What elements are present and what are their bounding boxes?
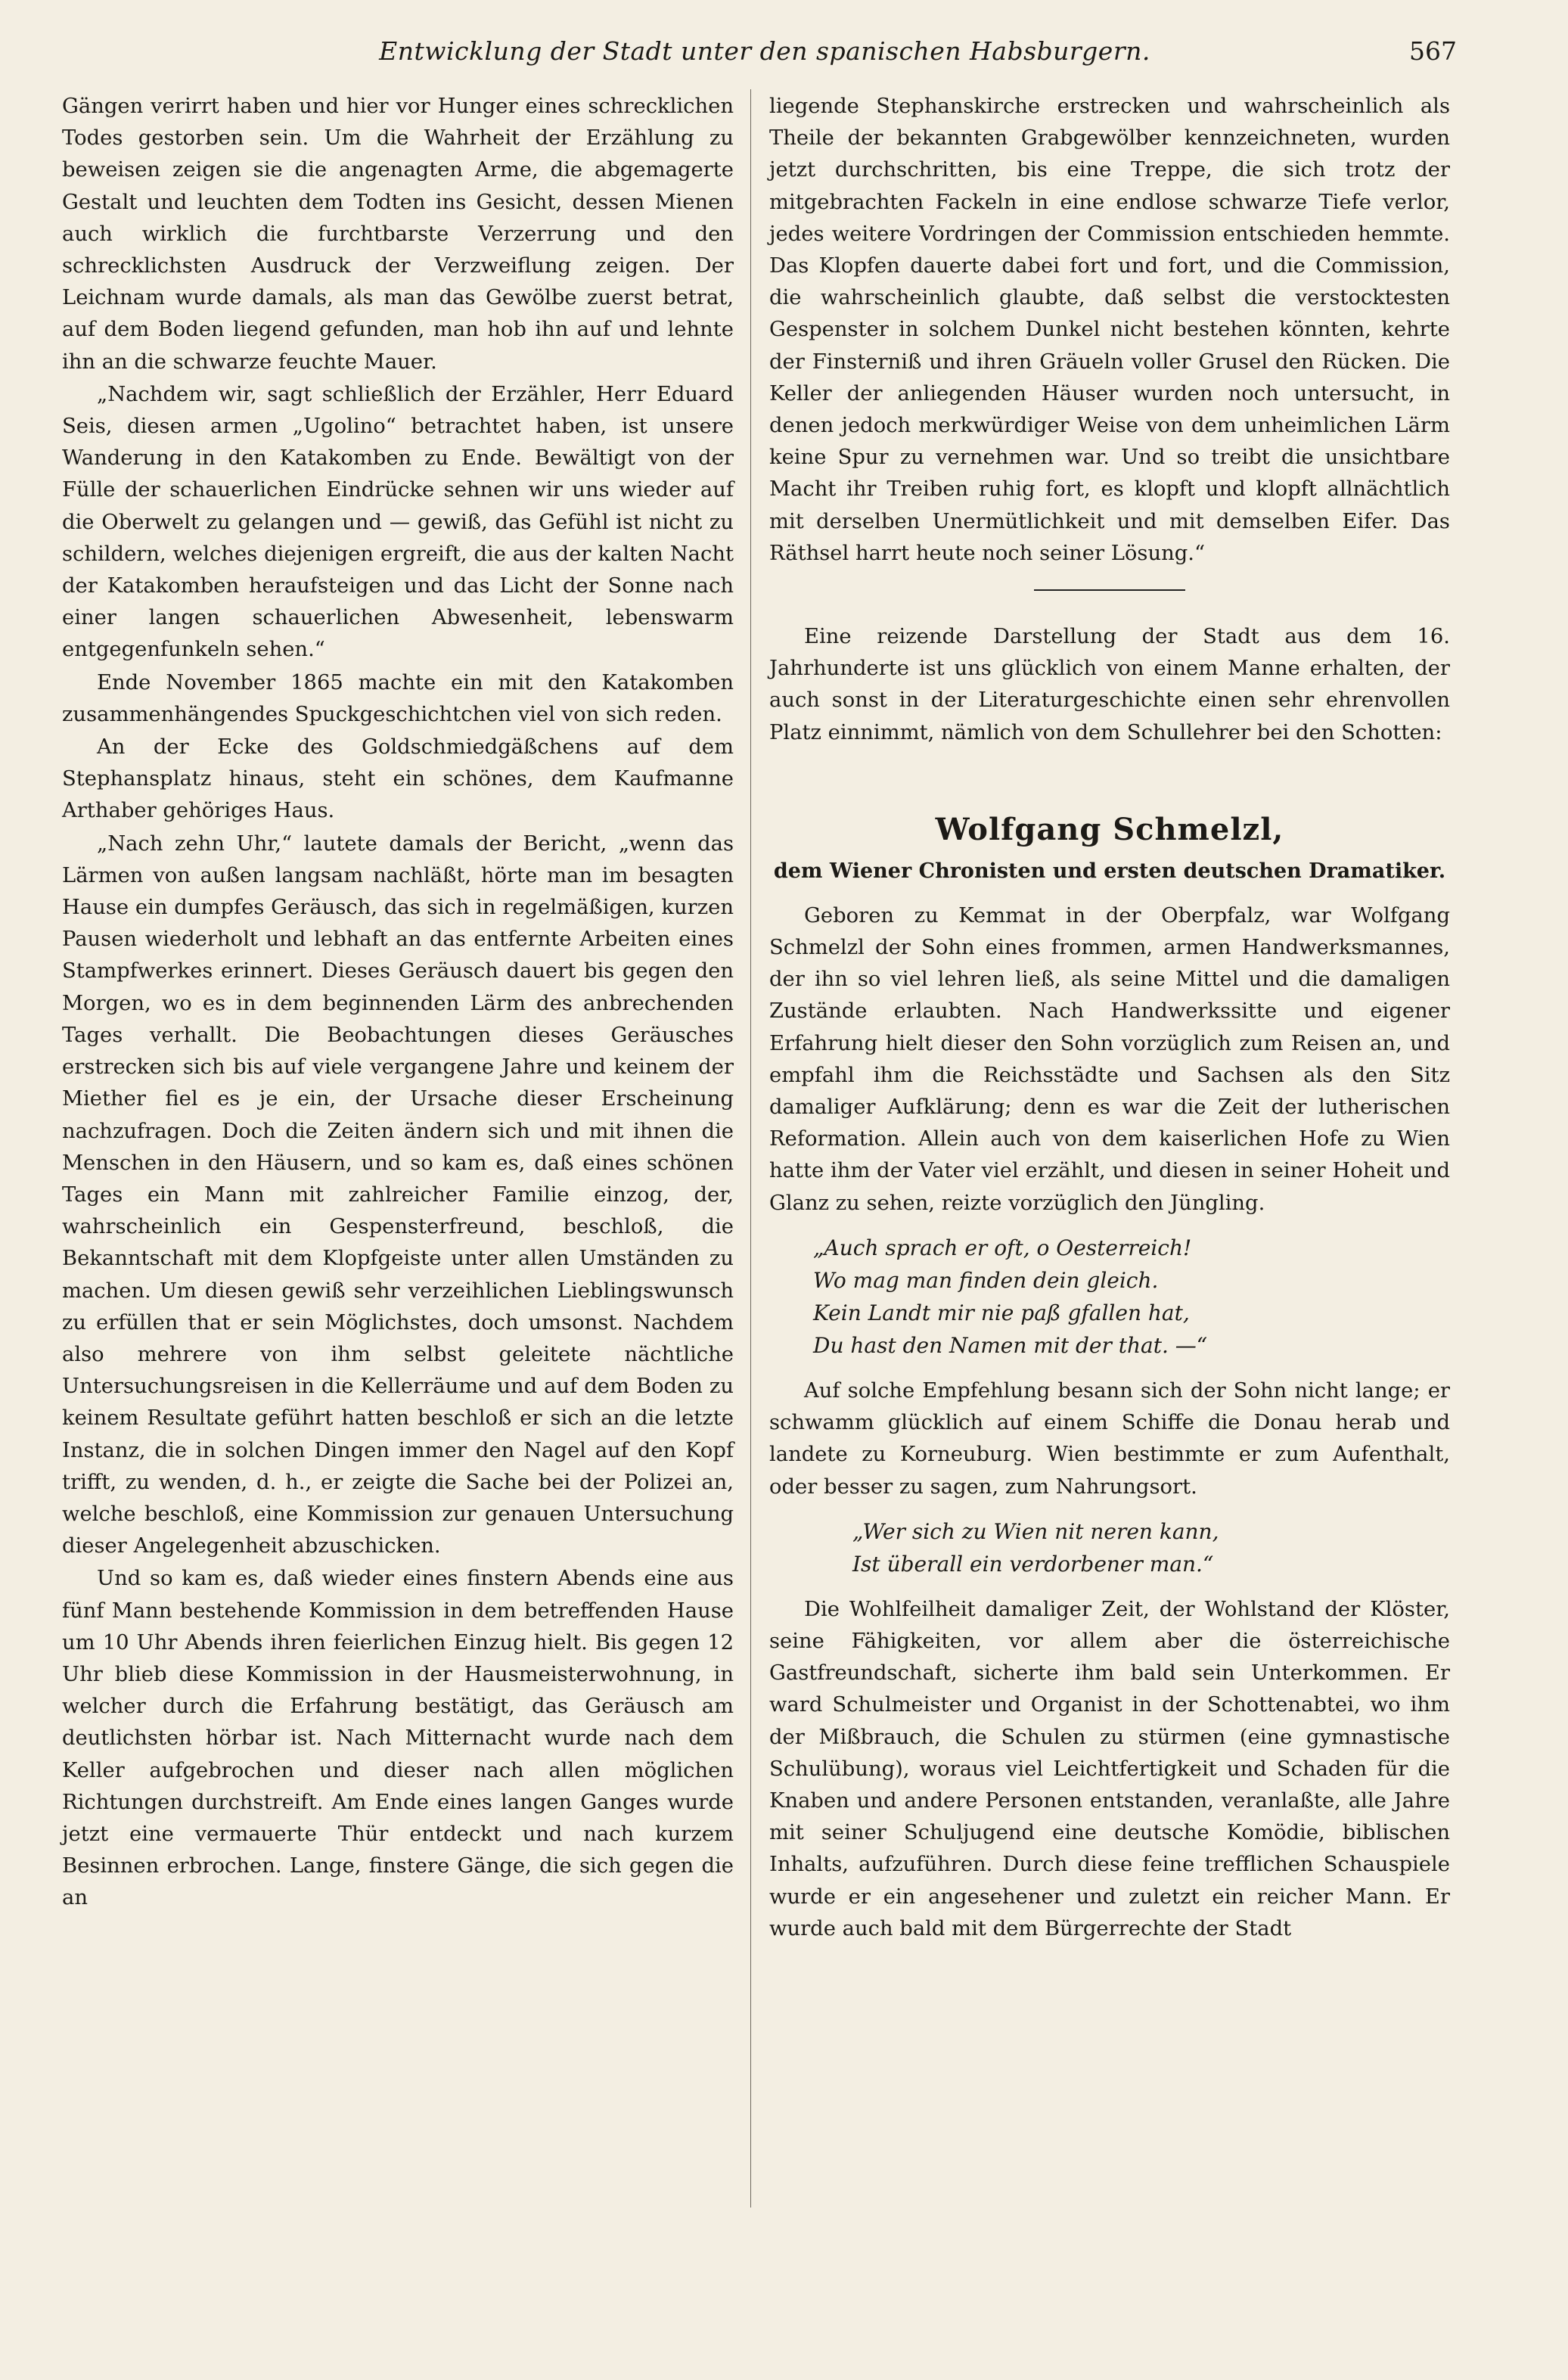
paragraph: Auf solche Empfehlung besann sich der Sohn nicht lange; er schwamm glücklich auf einem Schiffe die Donau herab und landete zu Korneuburg. Wien bestimmte er zum Aufenthalt, oder besser zu sagen, zum Nahrungsort. bbox=[769, 1378, 1450, 1499]
page-header bbox=[73, 36, 1457, 74]
verse-line: „Auch sprach er oft, o Oesterreich! bbox=[813, 1235, 1192, 1260]
paragraph: liegende Stephanskirche erstrecken und wahrscheinlich als Theile der bekannten Grabgewölber kennzeichneten, wurden jetzt durchschritten, bis eine Treppe, die sich trotz der mitgebrachten Fackeln in eine endlose schwarze Tiefe verlor, jedes weitere Vordringen der Commission entschieden hemmte. Das Klopfen dauerte dabei fort und fort, und die Commission, die wahrscheinlich glaubte, daß selbst die verstocktesten Gespenster in solchem Dunkel nicht bestehen könnten, kehrte der Finsterniß und ihren Gräueln voller Grusel den Rücken. Die Keller der anliegenden Häuser wurden noch untersucht, in denen jedoch merkwürdiger Weise von dem unheimlichen Lärm keine Spur zu vernehmen war. Und so treibt die unsichtbare Macht ihr Treiben ruhig fort, es klopft und klopft allnächtlich mit derselben Unermütlichkeit und mit demselben Eifer. Das Räthsel harrt heute noch seiner Lösung.“ bbox=[769, 95, 1450, 565]
verse-quote bbox=[813, 1232, 1450, 1362]
paragraph: Gängen verirrt haben und hier vor Hunger eines schrecklichen Todes gestorben sein. Um die Wahrheit der Erzählung zu beweisen zeigen sie die angenagten Arme, die abgemagerte Gestalt und leuchten dem Todten ins Gesicht, dessen Mienen auch wirklich die furchtbarste Verzerrung und den schrecklichsten Ausdruck der Verzweiflung zeigen. Der Leichnam wurde damals, als man das Gewölbe zuerst betrat, auf dem Boden liegend gefunden, man hob ihn auf und lehnte ihn an die schwarze feuchte Mauer. bbox=[62, 95, 734, 374]
paragraph: Ende November 1865 machte ein mit den Katakomben zusammenhängendes Spuckgeschichtchen viel von sich reden. bbox=[62, 670, 734, 726]
paragraph: Und so kam es, daß wieder eines finstern Abends eine aus fünf Mann bestehende Kommission in dem betreffenden Hause um 10 Uhr Abends ihren feierlichen Einzug hielt. Bis gegen 12 Uhr blieb diese Kommission in der Hausmeisterwohnung, in welcher durch die Erfahrung bestätigt, das Geräusch am deutlichsten hörbar ist. Nach Mitternacht wurde nach dem Keller aufgebrochen und dieser nach allen möglichen Richtungen durchstreift. Am Ende eines langen Ganges wurde jetzt eine vermauerte Thür entdeckt und nach kurzem Besinnen erbrochen. Lange, finstere Gänge, die sich gegen die an bbox=[62, 1567, 734, 1910]
paragraph: Eine reizende Darstellung der Stadt aus dem 16. Jahrhunderte ist uns glücklich von einem Manne erhalten, der auch sonst in der Literaturgeschichte einen sehr ehrenvollen Platz einnimmt, nämlich von dem Schullehrer bei den Schotten: bbox=[769, 625, 1450, 744]
running-title: Entwicklung der Stadt unter den spanischen Habsburgern. bbox=[379, 36, 1150, 66]
section-title: Wolfgang Schmelzl, bbox=[935, 811, 1284, 847]
page-number: 567 bbox=[1409, 36, 1457, 66]
paragraph: Geboren zu Kemmat in der Oberpfalz, war Wolfgang Schmelzl der Sohn eines frommen, armen Handwerksmannes, der ihn so viel lehren ließ, als seine Mittel und die damaligen Zustände erlaubten. Nach Handwerkssitte und eigener Erfahrung hielt dieser den Sohn vorzüglich zum Reisen an, und empfahl ihm die Reichsstädte und Sachsen als den Sitz damaliger Aufklärung; denn es war die Zeit der lutherischen Reformation. Allein auch von dem kaiserlichen Hofe zu Wien hatte ihm der Vater viel erzählt, und diesen in seiner Hoheit und Glanz zu sehen, reizte vorzüglich den Jüngling. bbox=[769, 903, 1450, 1215]
verse-line: Du hast den Namen mit der that. —“ bbox=[813, 1332, 1208, 1358]
verse-quote bbox=[852, 1515, 1450, 1580]
paragraph: Die Wohlfeilheit damaliger Zeit, der Wohlstand der Klöster, seine Fähigkeiten, vor allem aber die österreichische Gastfreundschaft, sicherte ihm bald sein Unterkommen. Er ward Schulmeister und Organist in der Schottenabtei, wo ihm der Mißbrauch, die Schulen zu stürmen (eine gymnastische Schulübung), woraus viel Leichtfertigkeit und Schaden für die Knaben und andere Personen entstanden, veranlaßte, alle Jahre mit seiner Schuljugend eine deutsche Komödie, biblischen Inhalts, aufzuführen. Durch diese feine trefflichen Schauspiele wurde er ein angesehener und zuletzt ein reicher Mann. Er wurde auch bald mit dem Bürgerrechte der Stadt bbox=[769, 1597, 1450, 1940]
paragraph: „Nach zehn Uhr,“ lautete damals der Bericht, „wenn das Lärmen von außen langsam nachläßt, hörte man im besagten Hause ein dumpfes Geräusch, das sich in regelmäßigen, kurzen Pausen wiederholt und lebhaft an das entfernte Arbeiten eines Stampfwerkes erinnert. Dieses Geräusch dauert bis gegen den Morgen, wo es in dem beginnenden Lärm des anbrechenden Tages verhallt. Die Beobachtungen dieses Geräusches erstrecken sich bis auf viele vergangene Jahre und keinem der Miether fiel es je ein, der Ursache dieser Erscheinung nachzufragen. Doch die Zeiten ändern sich und mit ihnen die Menschen in den Häusern, und so kam es, daß eines schönen Tages ein Mann mit zahlreicher Familie einzog, der, wahrscheinlich ein Gespensterfreund, beschloß, die Bekanntschaft mit dem Klopfgeiste unter allen Umständen zu machen. Um diesen gewiß sehr verzeihlichen Lieblingswunsch zu erfüllen that er sein Möglichstes, doch umsonst. Nachdem also mehrere von ihm selbst geleitete nächtliche Untersuchungsreisen in die Kellerräume und auf dem Boden zu keinem Resultate geführt hatten beschloß er sich an die letzte Instanz, die in solchen Dingen immer den Nagel auf den Kopf trifft, zu wenden, d. h., er zeigte die Sache bei der Polizei an, welche beschloß, eine Kommission zur genauen Untersuchung dieser Angelegenheit abzuschicken. bbox=[62, 831, 734, 1558]
verse-line: Wo mag man finden dein gleich. bbox=[813, 1267, 1159, 1293]
right-column bbox=[769, 91, 1450, 1946]
section-separator-rule bbox=[1034, 589, 1185, 591]
verse-line: Ist überall ein verdorbener man.“ bbox=[852, 1551, 1214, 1577]
paragraph: An der Ecke des Goldschmiedgäßchens auf dem Stephansplatz hinaus, steht ein schönes, dem Kaufmanne Arthaber gehöriges Haus. bbox=[62, 735, 734, 823]
paragraph: „Nachdem wir, sagt schließlich der Erzähler, Herr Eduard Seis, diesen armen „Ugolino“ betrachtet haben, ist unsere Wanderung in den Katakomben zu Ende. Bewältigt von der Fülle der schauerlichen Eindrücke sehnen wir uns wieder auf die Oberwelt zu gelangen und — gewiß, das Gefühl ist nicht zu schildern, welches diejenigen ergreift, die aus der kalten Nacht der Katakomben heraufsteigen und das Licht der Sonne nach einer langen schauerlichen Abwesenheit, lebenswarm entgegenfunkeln sehen.“ bbox=[62, 382, 734, 662]
verse-line: „Wer sich zu Wien nit neren kann, bbox=[852, 1518, 1219, 1544]
left-column bbox=[62, 91, 734, 1915]
verse-line: Kein Landt mir nie paß gfallen hat, bbox=[813, 1300, 1190, 1325]
section-subtitle: dem Wiener Chronisten und ersten deutschen Dramatiker. bbox=[773, 859, 1446, 883]
column-divider bbox=[750, 89, 751, 2208]
